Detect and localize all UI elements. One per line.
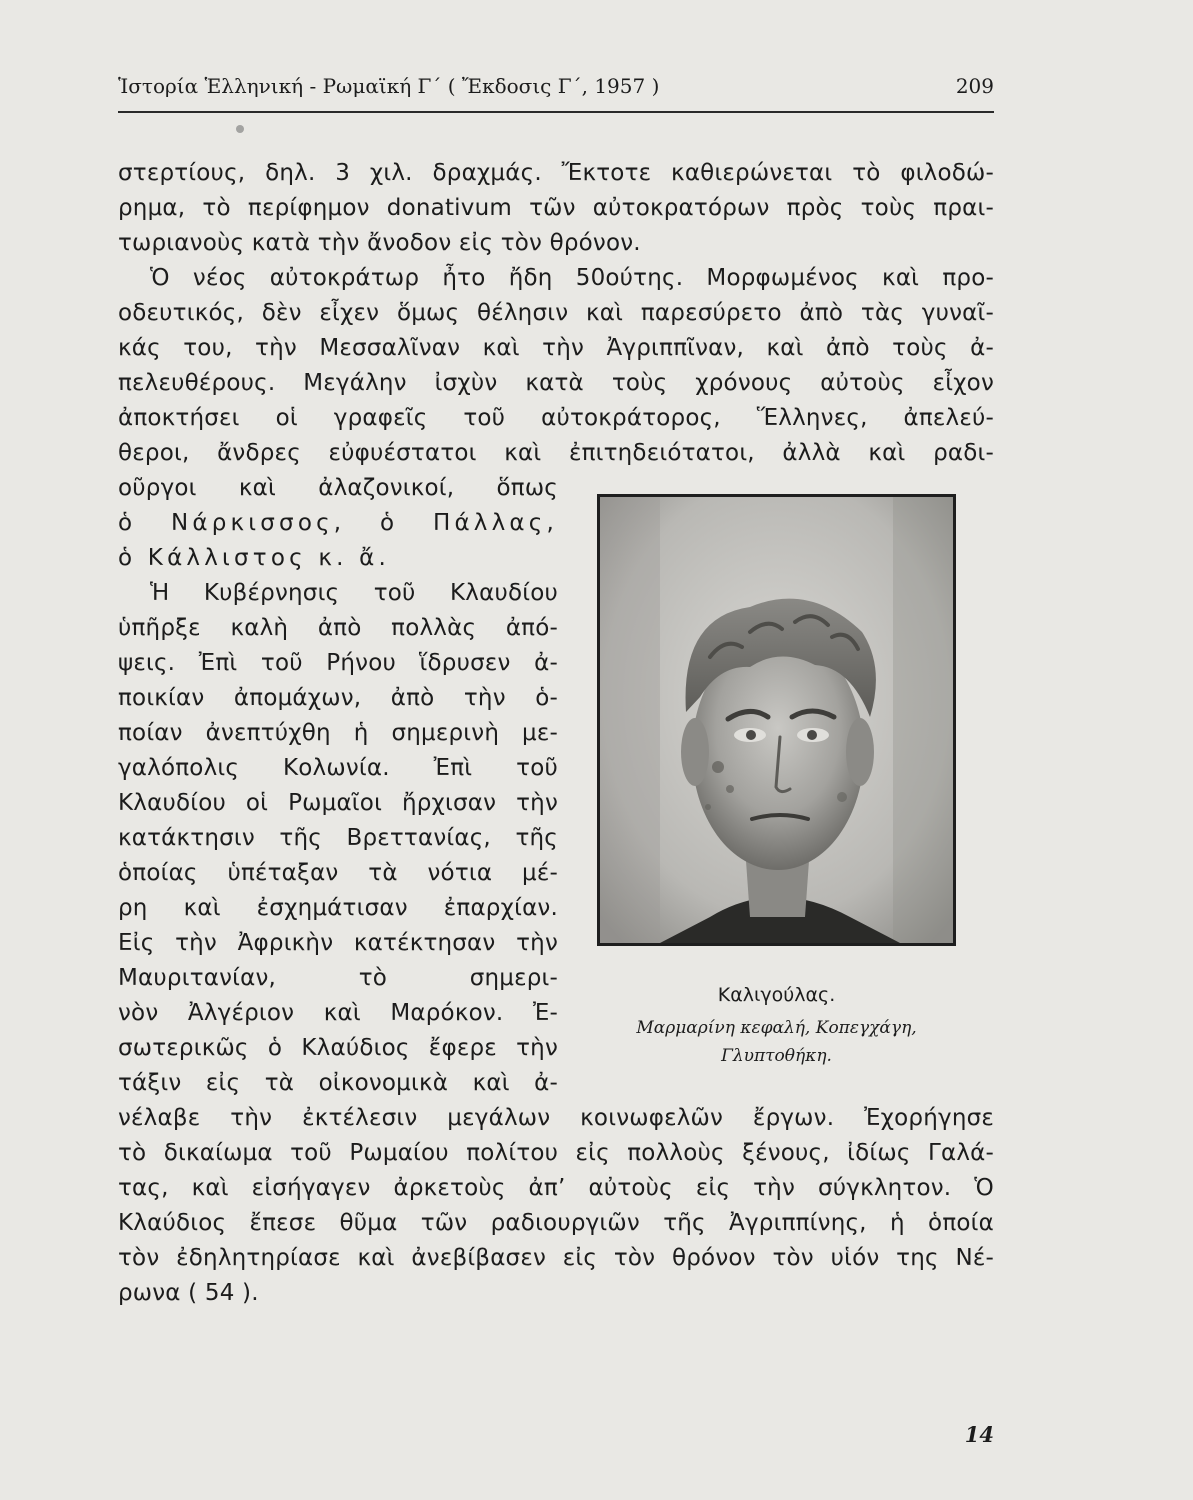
text-line: οῦργοι καὶ ἀλαζονικοί, ὅπως: [118, 475, 558, 501]
figure-caption-title: Καλιγούλας.: [717, 984, 836, 1006]
text-line: νέλαβε τὴν ἐκτέλεσιν μεγάλων κοινωφελῶν ἔργων. Ἐχορήγησε: [118, 1105, 994, 1131]
ink-speck: [236, 125, 244, 133]
text-line: ψεις. Ἐπὶ τοῦ Ρήνου ἵδρυσεν ἀ-: [118, 650, 558, 676]
text-line: τας, καὶ εἰσήγαγεν ἀρκετοὺς ἀπ’ αὐτοὺς εἰς τὴν σύγκλητον. Ὁ: [118, 1175, 994, 1201]
header-rule: [118, 111, 994, 113]
text-line: Ὁ νέος αὐτοκράτωρ ἦτο ἤδη 50ούτης. Μορφωμένος καὶ προ-: [150, 265, 994, 291]
text-line: ρημα, τὸ περίφημον donativum τῶν αὐτοκρατόρων πρὸς τοὺς πραι-: [118, 195, 994, 221]
text-line: ποικίαν ἀπομάχων, ἀπὸ τὴν ὁ-: [118, 685, 558, 711]
text-line: ἀποκτήσει οἱ γραφεῖς τοῦ αὐτοκράτορος, Ἕλληνες, ἀπελεύ-: [118, 405, 994, 431]
text-line: ὁποίας ὑπέταξαν τὰ νότια μέ-: [118, 860, 558, 886]
text-line: Κλαύδιος ἔπεσε θῦμα τῶν ραδιουργιῶν τῆς Ἀγριππίνης, ἡ ὁποία: [118, 1210, 994, 1236]
page-number: 209: [955, 74, 994, 98]
text-line: πελευθέρους. Μεγάλην ἰσχὺν κατὰ τοὺς χρόνους αὐτοὺς εἶχον: [118, 370, 994, 396]
text-line: κάς του, τὴν Μεσσαλῖναν καὶ τὴν Ἀγριππῖναν, καὶ ἀπὸ τοὺς ἀ-: [118, 335, 994, 361]
text-line: ρωνα ( 54 ).: [118, 1280, 259, 1306]
text-line: τὸ δικαίωμα τοῦ Ρωμαίου πολίτου εἰς πολλοὺς ξένους, ἰδίως Γαλά-: [118, 1140, 994, 1166]
text-line: σωτερικῶς ὁ Κλαύδιος ἔφερε τὴν: [118, 1035, 558, 1061]
text-line: ὁ Κάλλιστος κ. ἄ.: [118, 545, 390, 571]
text-line: Εἰς τὴν Ἀφρικὴν κατέκτησαν τὴν: [118, 930, 558, 956]
portrait-illustration: [600, 497, 953, 943]
text-line: νὸν Ἀλγέριον καὶ Μαρόκον. Ἐ-: [118, 1000, 558, 1026]
text-line: στερτίους, δηλ. 3 χιλ. δραχμάς. Ἔκτοτε καθιερώνεται τὸ φιλοδώ-: [118, 160, 994, 186]
folio-number: 14: [964, 1422, 994, 1447]
running-title: Ἱστορία Ἑλληνική - Ρωμαϊκή Γ΄ ( Ἔκδοσις Γ΄, 1957 ): [118, 74, 660, 98]
text-line: ὁ Νάρκισσος, ὁ Πάλλας,: [118, 510, 558, 536]
text-line: θεροι, ἄνδρες εὐφυέστατοι καὶ ἐπιτηδειότατοι, ἀλλὰ καὶ ραδι-: [118, 440, 994, 466]
text-line: τάξιν εἰς τὰ οἰκονομικὰ καὶ ἀ-: [118, 1070, 558, 1096]
text-line: ρη καὶ ἐσχημάτισαν ἐπαρχίαν.: [118, 895, 558, 921]
portrait-photo: [597, 494, 956, 946]
text-line: Μαυριτανίαν, τὸ σημερι-: [118, 965, 558, 991]
running-header: [118, 74, 994, 104]
text-line: τὸν ἐδηλητηρίασε καὶ ἀνεβίβασεν εἰς τὸν θρόνον τὸν υἱόν της Νέ-: [118, 1245, 994, 1271]
text-line: γαλόπολις Κολωνία. Ἐπὶ τοῦ: [118, 755, 558, 781]
text-line: Κλαυδίου οἱ Ρωμαῖοι ἤρχισαν τὴν: [118, 790, 558, 816]
text-line: Ἡ Κυβέρνησις τοῦ Κλαυδίου: [150, 580, 558, 606]
text-line: τωριανοὺς κατὰ τὴν ἄνοδον εἰς τὸν θρόνον.: [118, 230, 641, 256]
text-line: κατάκτησιν τῆς Βρεττανίας, τῆς: [118, 825, 558, 851]
text-line: οδευτικός, δὲν εἶχεν ὅμως θέλησιν καὶ παρεσύρετο ἀπὸ τὰς γυναῖ-: [118, 300, 994, 326]
text-line: ὑπῆρξε καλὴ ἀπὸ πολλὰς ἀπό-: [118, 615, 558, 641]
text-line: ποίαν ἀνεπτύχθη ἡ σημερινὴ με-: [118, 720, 558, 746]
figure-caption-line: Μαρμαρίνη κεφαλή, Κοπεγχάγη,: [636, 1018, 917, 1038]
figure-caption-line: Γλυπτοθήκη.: [721, 1046, 832, 1066]
